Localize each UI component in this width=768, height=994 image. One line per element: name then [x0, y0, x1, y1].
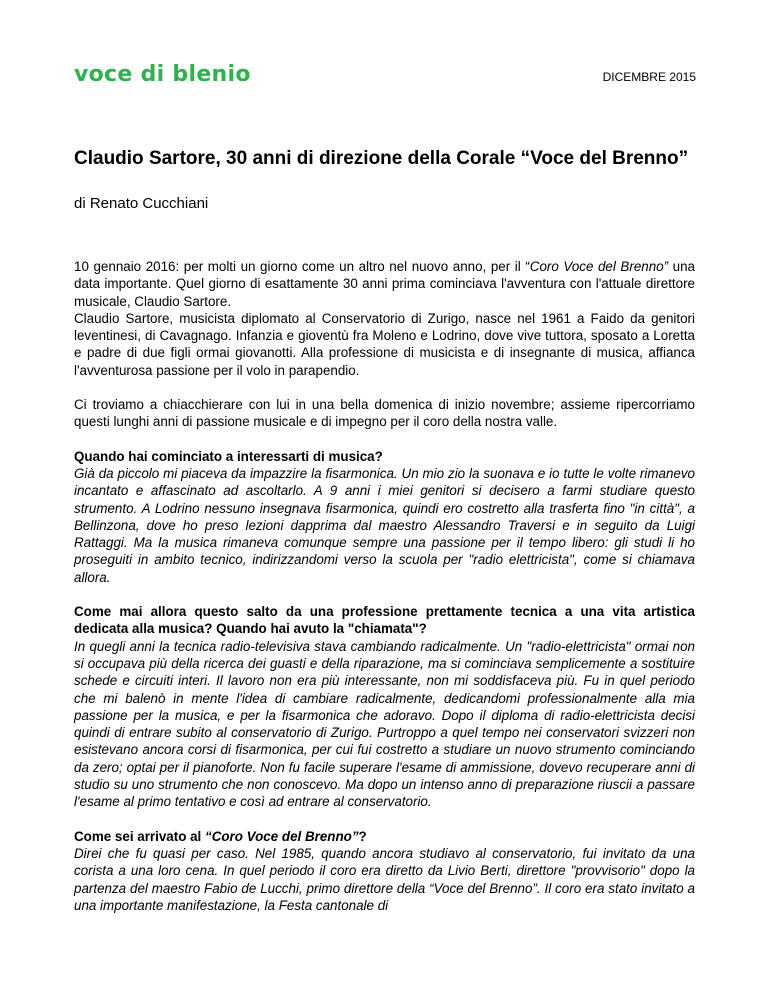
qa-block [74, 603, 695, 811]
question: Come mai allora questo salto da una professione prettamente tecnica a una vita artistica dedicata alla musica? Quando hai avuto la "chiamata"? [74, 604, 695, 637]
intro-text: una data importante. Quel giorno di esattamente 30 anni prima cominciava l'avventura con l'attuale direttore musicale, Claudio Sartore. [74, 259, 695, 309]
choir-name: Coro Voce del Brenno” [529, 259, 669, 274]
question-emphasis: “Coro Voce del Brenno” [205, 828, 359, 844]
question: ? [358, 828, 367, 844]
intro-paragraph-3: Ci troviamo a chiacchierare con lui in una bella domenica di inizio novembre; assieme ripercorriamo questi lunghi anni di passione musicale e di impegno per il coro della nostra valle. [74, 397, 695, 430]
answer: In quegli anni la tecnica radio-televisiva stava cambiando radicalmente. Un "radio-elettricista" ormai non si occupava più della ricerca dei guasti e della riparazione, ma si cominciava semplicemente a sostituire schede e circuiti interi. Il lavoro non era più interessante, non mi soddisfaceva più. Fu in quel periodo che mi balenò in mente l'idea di cambiare radicalmente, dedicandomi professionalmente alla mia passione per la musica, e per la fisarmonica che adoravo. Dopo il diploma di radio-elettricista decisi quindi di entrare subito al conservatorio di Zurigo. Purtroppo a quel tempo nei conservatori svizzeri non esistevano ancora corsi di fisarmonica, per cui fui costretto a studiare un nuovo strumento cominciando da zero; optai per il pianoforte. Non fu facile superare l'esame di ammissione, dovevo recuperare anni di studio su uno strumento che non conoscevo. Ma dopo un intenso anno di preparazione riuscii a passare l'esame al primo tentativo e così ad entrare al conservatorio. [74, 638, 695, 810]
qa-block [74, 448, 695, 586]
masthead [74, 62, 696, 88]
intro-text: 10 gennaio 2016: per molti un giorno come un altro nel nuovo anno, per il “ [74, 259, 530, 274]
article-title: Claudio Sartore, 30 anni di direzione della Corale “Voce del Brenno” [74, 148, 689, 169]
issue-date: DICEMBRE 2015 [602, 70, 696, 84]
article-body [74, 258, 695, 931]
article-author: di Renato Cucchiani [74, 195, 209, 212]
intro-paragraph-2: Claudio Sartore, musicista diplomato al Conservatorio di Zurigo, nasce nel 1961 a Faido da genitori leventinesi, di Cavagnago. Infanzia e gioventù fra Moleno e Lodrino, dove vive tuttora, sposato a Loretta e padre di due figli ormai giovanotti. Alla professione di musicista e di insegnante di musica, affianca l'avventurosa passione per il volo in parapendio. [74, 310, 695, 378]
qa-block [74, 828, 695, 914]
answer: Già da piccolo mi piaceva da impazzire la fisarmonica. Un mio zio la suonava e io tutte le volte rimanevo incantato e affascinato ad ascoltarlo. A 9 anni i miei genitori si decisero a farmi studiare questo strumento. A Lodrino nessuno insegnava fisarmonica, quindi ero costretto alla trasferta fino "in città", a Bellinzona, dove ho preso lezioni dapprima dal maestro Alessandro Traversi e in seguito da Luigi Rattaggi. Ma la musica rimaneva comunque sempre una passione per il tempo libero: gli studi li ho proseguiti in ambito tecnico, indirizzandomi verso la scuola per "radio elettricista", come si chiamava allora. [74, 465, 695, 585]
answer: Direi che fu quasi per caso. Nel 1985, quando ancora studiavo al conservatorio, fui invitato da una corista a una loro cena. In quel periodo il coro era diretto da Livio Berti, direttore "provvisorio" dopo la partenza del maestro Fabio de Lucchi, primo direttore della “Voce del Brenno”. Il coro era stato invitato a una importante manifestazione, la Festa cantonale di [74, 845, 695, 913]
intro-paragraph-1 [74, 258, 695, 310]
brand-logo: voce di blenio [74, 62, 251, 87]
question: Quando hai cominciato a interessarti di musica? [74, 448, 383, 464]
question: Come sei arrivato al [74, 828, 205, 844]
